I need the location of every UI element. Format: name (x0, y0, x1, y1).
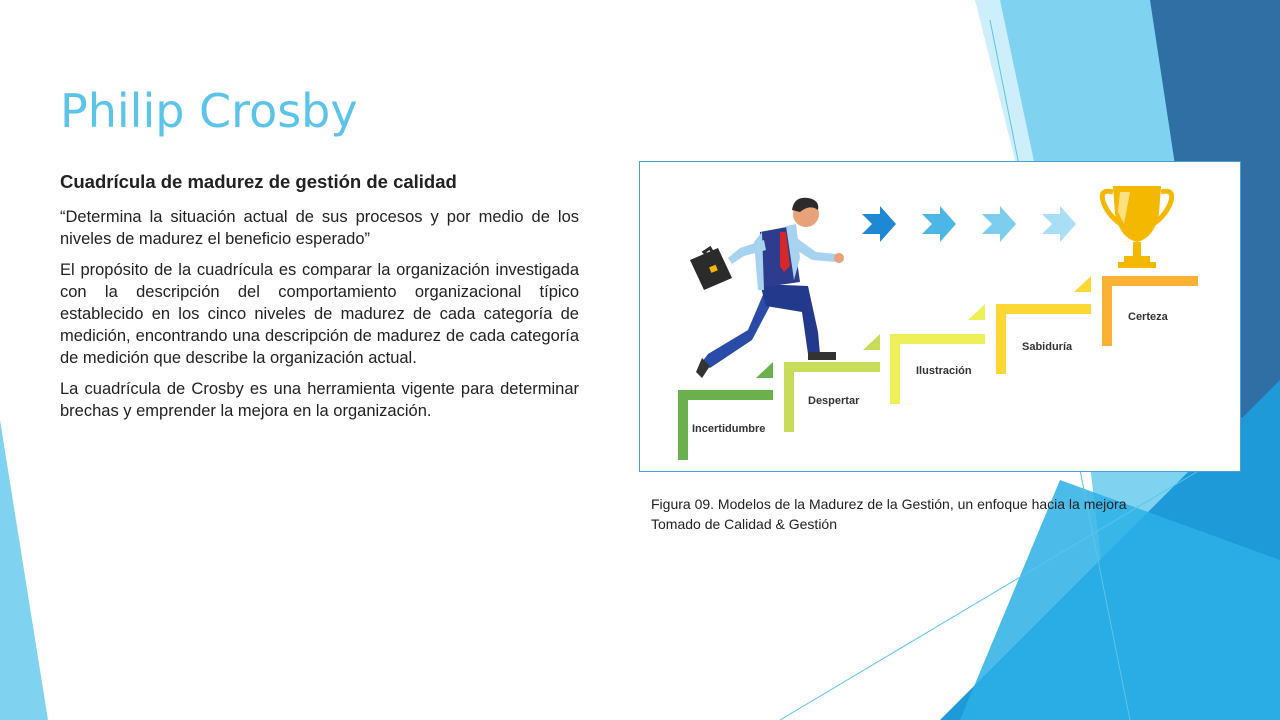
arrow-icon (982, 206, 1016, 242)
step-certeza (1102, 276, 1198, 346)
step-label-ilustracion: Ilustración (916, 365, 972, 377)
step-triangle (1074, 276, 1091, 292)
step-triangle (863, 334, 880, 350)
step-label-certeza: Certeza (1128, 311, 1168, 323)
trophy-icon (1102, 186, 1171, 268)
maturity-figure (639, 161, 1241, 472)
step-shape (996, 304, 1091, 374)
step-triangle (756, 362, 773, 378)
left-edge-shape (0, 420, 48, 720)
step-ilustracion (890, 304, 985, 404)
briefcase-icon (690, 248, 732, 290)
step-label-sabiduria: Sabiduría (1022, 341, 1073, 353)
slide-title: Philip Crosby (60, 84, 358, 138)
step-incertidumbre (678, 362, 773, 460)
step-label-incertidumbre: Incertidumbre (692, 423, 766, 435)
arrow-icon (922, 206, 956, 242)
quote-paragraph: “Determina la situación actual de sus procesos y por medio de los niveles de madurez el beneficio esperado” (60, 208, 579, 248)
step-despertar (784, 334, 880, 432)
body-text (60, 170, 579, 431)
purpose-paragraph: El propósito de la cuadrícula es comparar la organización investigada con la descripción del comportamiento organizacional típico establecido en los cinco niveles de madurez de cada categoría de medición, encontrando una descripción de madurez de cada categoría de medición que describe la organización actual. (60, 261, 579, 367)
section-heading: Cuadrícula de madurez de gestión de calidad (60, 171, 457, 192)
arrow-icon (1042, 206, 1076, 242)
caption-line-2: Tomado de Calidad & Gestión (651, 516, 837, 532)
maturity-illustration (640, 162, 1240, 471)
figure-caption (651, 494, 1211, 534)
step-label-despertar: Despertar (808, 395, 860, 407)
step-triangle (968, 304, 985, 320)
arrow-icon (862, 206, 896, 242)
step-sabiduria (996, 276, 1091, 374)
caption-line-1: Figura 09. Modelos de la Madurez de la Gestión, un enfoque hacia la mejora (651, 496, 1127, 512)
conclusion-paragraph: La cuadrícula de Crosby es una herramienta vigente para determinar brechas y emprender la mejora en la organización. (60, 380, 579, 420)
businessman-figure (690, 198, 844, 378)
